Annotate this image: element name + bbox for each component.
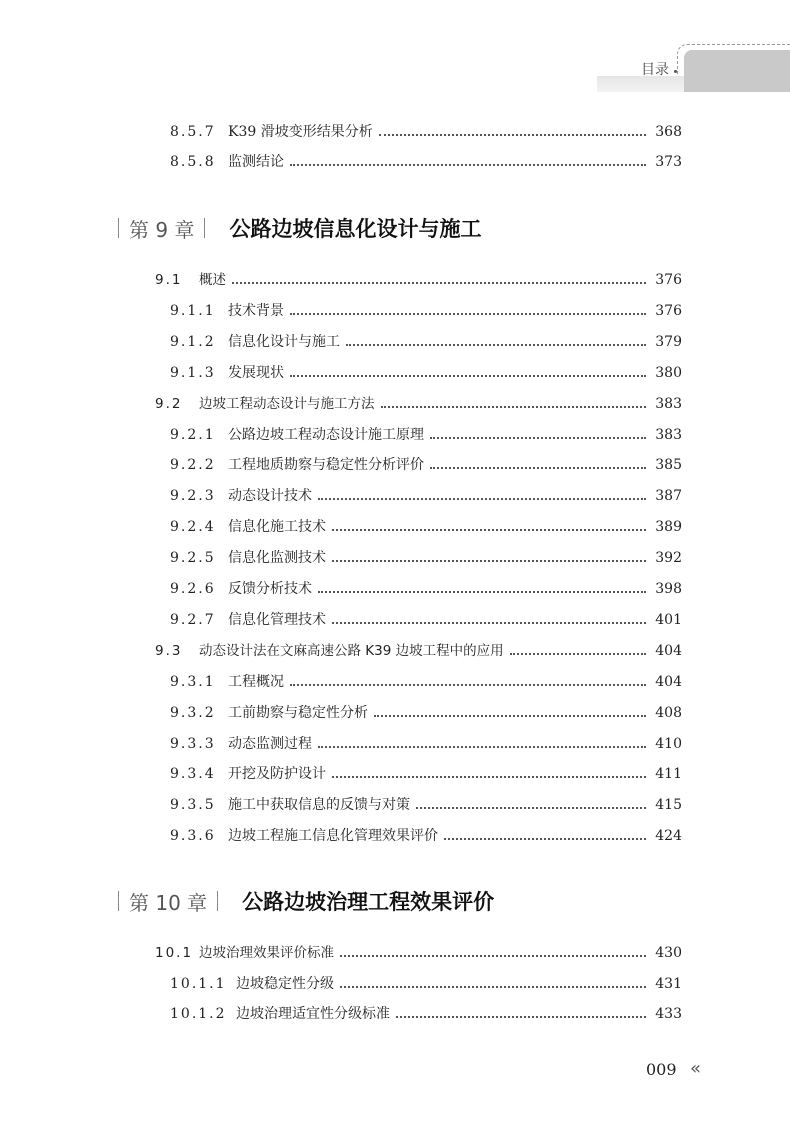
entry-number: 9.3.3 bbox=[170, 735, 216, 752]
entry-number: 8.5.8 bbox=[170, 154, 216, 170]
dot-leader bbox=[318, 591, 646, 593]
entry-number: 10.1.1 bbox=[170, 975, 227, 992]
double-chevron-left-icon: « bbox=[690, 1058, 702, 1079]
entry-page: 408 bbox=[655, 704, 682, 721]
toc-entry[interactable] bbox=[170, 671, 682, 693]
entry-page: 411 bbox=[655, 766, 682, 783]
dot-leader bbox=[396, 1016, 646, 1018]
dot-leader bbox=[430, 437, 646, 439]
entry-number: 9.2.2 bbox=[170, 457, 216, 474]
entry-title: 边坡治理适宜性分级标准 bbox=[236, 1006, 390, 1022]
toc-entry[interactable] bbox=[170, 702, 682, 724]
chapter-bar-right bbox=[217, 891, 218, 911]
running-header-label: 目录 bbox=[641, 62, 669, 78]
toc-section-entry[interactable] bbox=[155, 640, 682, 662]
entry-number: 9.3.1 bbox=[170, 673, 216, 690]
entry-title: 反馈分析技术 bbox=[228, 581, 312, 597]
entry-page: 404 bbox=[655, 673, 682, 690]
dot-leader bbox=[340, 986, 646, 988]
chapter-10-heading[interactable] bbox=[118, 885, 494, 917]
toc-entry[interactable] bbox=[170, 331, 682, 353]
dot-leader bbox=[444, 838, 646, 840]
entry-title: 公路边坡工程动态设计施工原理 bbox=[228, 426, 424, 443]
entry-page: 383 bbox=[655, 395, 682, 412]
entry-title: 动态监测过程 bbox=[228, 735, 312, 752]
toc-entry[interactable] bbox=[170, 151, 682, 173]
entry-title: 开挖及防护设计 bbox=[228, 766, 326, 783]
toc-entry[interactable] bbox=[170, 362, 682, 384]
entry-page: 379 bbox=[655, 333, 682, 350]
toc-entry[interactable] bbox=[170, 1003, 682, 1025]
entry-page: 431 bbox=[655, 975, 682, 992]
entry-number: 9.1.3 bbox=[170, 364, 216, 381]
chapter-title: 公路边坡信息化设计与施工 bbox=[229, 216, 482, 241]
entry-title: 概述 bbox=[199, 272, 226, 288]
toc-section-entry[interactable] bbox=[155, 393, 682, 415]
entry-title: 工前勘察与稳定性分析 bbox=[228, 704, 368, 721]
dot-leader bbox=[374, 715, 646, 717]
toc-section-entry[interactable] bbox=[155, 942, 682, 964]
entry-page: 424 bbox=[655, 828, 682, 845]
entry-number: 10.1.2 bbox=[170, 1006, 227, 1022]
toc-entry[interactable] bbox=[170, 121, 682, 143]
toc-entry[interactable] bbox=[170, 485, 682, 507]
entry-title: 动态设计法在文麻高速公路 K39 边坡工程中的应用 bbox=[199, 642, 504, 659]
entry-number: 9.3.5 bbox=[170, 797, 216, 814]
entry-page: 387 bbox=[655, 488, 682, 505]
entry-title: 监测结论 bbox=[228, 154, 284, 170]
toc-section-entry[interactable] bbox=[155, 269, 682, 291]
toc-entry[interactable] bbox=[170, 733, 682, 755]
entry-title: 信息化设计与施工 bbox=[228, 333, 340, 350]
toc-entry[interactable] bbox=[170, 763, 682, 785]
dot-leader bbox=[332, 529, 646, 531]
dot-leader bbox=[346, 344, 646, 346]
chapter-number: 第 10 章 bbox=[129, 890, 208, 915]
entry-number: 9.2.5 bbox=[170, 550, 216, 567]
toc-entry[interactable] bbox=[170, 973, 682, 995]
entry-number: 9.2.3 bbox=[170, 488, 216, 505]
entry-number: 9.1 bbox=[155, 272, 183, 288]
entry-number: 9.2.4 bbox=[170, 519, 216, 536]
entry-page: 368 bbox=[655, 124, 682, 140]
dot-leader bbox=[430, 467, 646, 469]
chapter-number: 第 9 章 bbox=[129, 217, 195, 242]
dot-leader bbox=[416, 807, 646, 809]
toc-entry[interactable] bbox=[170, 609, 682, 631]
entry-page: 415 bbox=[655, 797, 682, 814]
entry-page: 380 bbox=[655, 364, 682, 381]
toc-entry[interactable] bbox=[170, 578, 682, 600]
dot-leader bbox=[332, 622, 646, 624]
entry-number: 9.3 bbox=[155, 642, 183, 659]
entry-page: 389 bbox=[655, 519, 682, 536]
entry-number: 9.3.6 bbox=[170, 828, 216, 845]
toc-entry[interactable] bbox=[170, 516, 682, 538]
entry-title: 技术背景 bbox=[228, 302, 284, 319]
entry-number: 9.3.2 bbox=[170, 704, 216, 721]
entry-page: 398 bbox=[655, 581, 682, 597]
dot-leader bbox=[381, 406, 647, 408]
entry-page: 376 bbox=[655, 302, 682, 319]
dot-leader bbox=[332, 776, 646, 778]
entry-page: 392 bbox=[655, 550, 682, 567]
toc-entry[interactable] bbox=[170, 424, 682, 446]
entry-title: 边坡治理效果评价标准 bbox=[199, 945, 334, 961]
page-number: 009 bbox=[646, 1060, 677, 1079]
dot-leader bbox=[510, 653, 646, 655]
entry-title: 信息化管理技术 bbox=[228, 611, 326, 628]
entry-number: 8.5.7 bbox=[170, 124, 216, 140]
entry-title: 边坡工程动态设计与施工方法 bbox=[199, 395, 375, 412]
entry-number: 9.1.1 bbox=[170, 302, 216, 319]
entry-number: 10.1 bbox=[155, 945, 194, 961]
entry-title: 信息化施工技术 bbox=[228, 519, 326, 536]
toc-entry[interactable] bbox=[170, 454, 682, 476]
header-tab-outline bbox=[677, 44, 790, 75]
entry-page: 376 bbox=[655, 272, 682, 288]
entry-title: 工程概况 bbox=[228, 673, 284, 690]
entry-number: 9.2.7 bbox=[170, 611, 216, 628]
entry-page: 410 bbox=[655, 735, 682, 752]
entry-title: 施工中获取信息的反馈与对策 bbox=[228, 797, 410, 814]
dot-leader bbox=[340, 955, 646, 957]
entry-page: 433 bbox=[655, 1006, 682, 1022]
toc-entry[interactable] bbox=[170, 794, 682, 816]
entry-title: 工程地质勘察与稳定性分析评价 bbox=[228, 457, 424, 474]
entry-number: 9.2.1 bbox=[170, 426, 216, 443]
entry-page: 430 bbox=[655, 945, 682, 961]
chapter-title: 公路边坡治理工程效果评价 bbox=[242, 889, 495, 914]
dot-leader bbox=[290, 313, 646, 315]
dot-leader bbox=[318, 498, 646, 500]
dot-leader bbox=[379, 134, 646, 136]
entry-page: 385 bbox=[655, 457, 682, 474]
entry-title: 信息化监测技术 bbox=[228, 550, 326, 567]
entry-page: 383 bbox=[655, 426, 682, 443]
entry-title: 边坡稳定性分级 bbox=[236, 975, 334, 992]
entry-page: 404 bbox=[655, 642, 682, 659]
entry-number: 9.3.4 bbox=[170, 766, 216, 783]
entry-page: 373 bbox=[655, 154, 682, 170]
toc-entry[interactable] bbox=[170, 825, 682, 847]
entry-number: 9.1.2 bbox=[170, 333, 216, 350]
dot-leader bbox=[290, 684, 646, 686]
dot-leader bbox=[332, 560, 646, 562]
dot-leader bbox=[318, 746, 646, 748]
entry-title: K39 滑坡变形结果分析 bbox=[228, 124, 373, 140]
chapter-bar-left bbox=[118, 218, 119, 238]
dot-leader bbox=[290, 164, 646, 166]
chapter-bar-left bbox=[118, 891, 119, 911]
chapter-9-heading[interactable] bbox=[118, 212, 481, 244]
entry-page: 401 bbox=[655, 611, 682, 628]
entry-title: 动态设计技术 bbox=[228, 488, 312, 505]
entry-title: 发展现状 bbox=[228, 364, 284, 381]
entry-number: 9.2 bbox=[155, 395, 183, 412]
toc-entry[interactable] bbox=[170, 547, 682, 569]
chapter-bar-right bbox=[204, 218, 205, 238]
header-dot-icon bbox=[674, 70, 677, 73]
dot-leader bbox=[232, 282, 646, 284]
entry-title: 边坡工程施工信息化管理效果评价 bbox=[228, 828, 438, 845]
dot-leader bbox=[290, 375, 646, 377]
toc-entry[interactable] bbox=[170, 300, 682, 322]
entry-number: 9.2.6 bbox=[170, 581, 216, 597]
